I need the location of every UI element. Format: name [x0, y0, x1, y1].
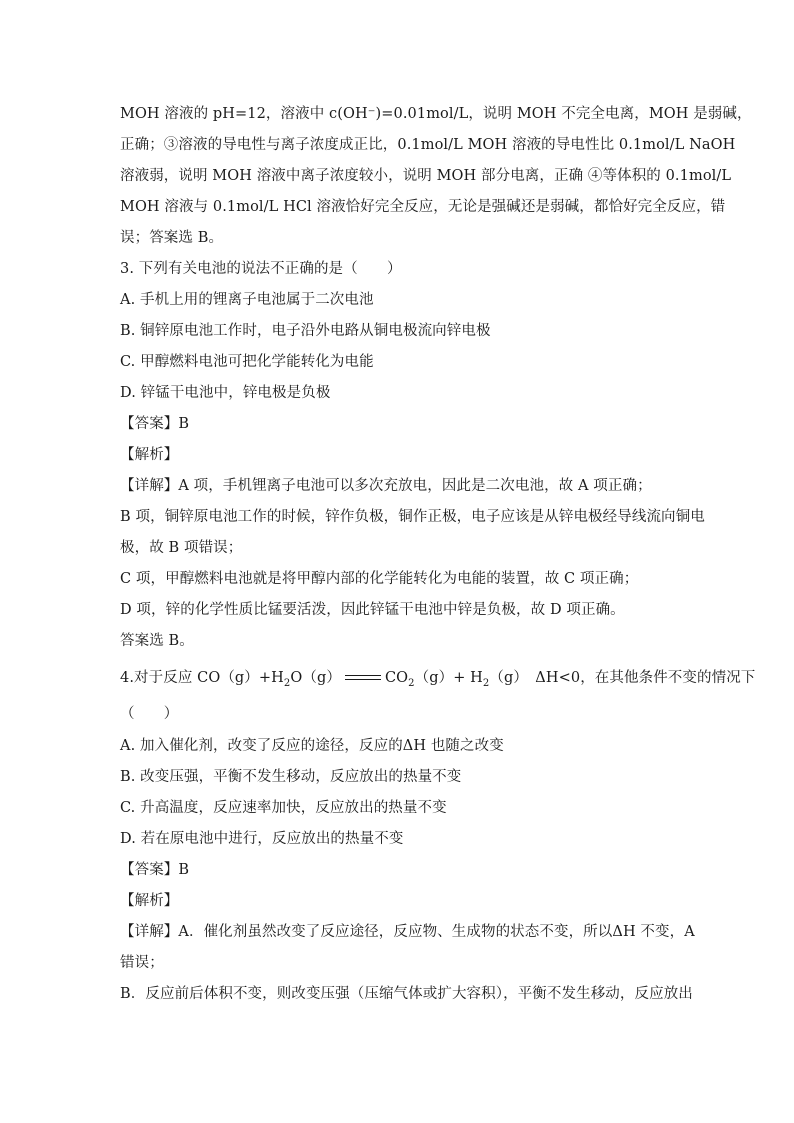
option-b: B. 改变压强，平衡不发生移动，反应放出的热量不变 — [120, 769, 462, 785]
explanation-line: D 项，锌的化学性质比锰要活泼，因此锌锰干电池中锌是负极，故 D 项正确。 — [120, 602, 625, 618]
explanation-line: 极，故 B 项错误； — [120, 540, 243, 556]
text-line: MOH 溶液的 pH=12，溶液中 c(OH⁻)=0.01mol/L，说明 MOH 不完全电离，MOH 是弱碱， — [120, 106, 752, 122]
option-b: B. 铜锌原电池工作时，电子沿外电路从铜电极流向锌电极 — [120, 323, 491, 339]
analysis-label: 【解析】 — [120, 447, 179, 463]
h2o-subscript: 2 — [283, 677, 291, 689]
explanation-line: B 项，铜锌原电池工作的时候，锌作负极，铜作正极，电子应该是从锌电极经导线流向铜电 — [120, 509, 705, 525]
question-3-stem: 3. 下列有关电池的说法不正确的是（ ） — [120, 261, 402, 277]
h2-subscript: 2 — [482, 677, 490, 689]
explanation-line: C 项，甲醇燃料电池就是将甲醇内部的化学能转化为电能的装置，故 C 项正确； — [120, 571, 639, 587]
equilibrium-arrow-icon — [345, 673, 381, 683]
option-a: A. 手机上用的锂离子电池属于二次电池 — [120, 292, 374, 308]
option-d: D. 若在原电池中进行，反应放出的热量不变 — [120, 831, 404, 847]
q4-prefix: 4.对于反应 CO（g）+H — [120, 670, 284, 686]
q4-mid3: （g）+ H — [414, 670, 483, 686]
text-line: 溶液弱，说明 MOH 溶液中离子浓度较小，说明 MOH 部分电离，正确 ④等体积的 0.1mol/L — [120, 168, 732, 184]
option-a: A. 加入催化剂，改变了反应的途径，反应的ΔH 也随之改变 — [120, 738, 504, 754]
analysis-label: 【解析】 — [120, 893, 179, 909]
answer-label: 【答案】B — [120, 862, 190, 878]
explanation-line: 错误； — [120, 955, 164, 971]
q4-mid1: O（g） — [290, 670, 341, 686]
explanation-line: B．反应前后体积不变，则改变压强（压缩气体或扩大容积），平衡不发生移动，反应放出 — [120, 986, 693, 1002]
explanation-line: 【详解】A．催化剂虽然改变了反应途径，反应物、生成物的状态不变，所以ΔH 不变，A — [120, 924, 695, 940]
question-4-paren: （ ） — [120, 706, 179, 722]
answer-label: 【答案】B — [120, 416, 190, 432]
question-4-stem — [120, 668, 756, 694]
explanation-line: 【详解】A 项，手机锂离子电池可以多次充放电，因此是二次电池，故 A 项正确； — [120, 478, 652, 494]
option-c: C. 升高温度，反应速率加快，反应放出的热量不变 — [120, 800, 447, 816]
text-line: 误；答案选 B。 — [120, 230, 224, 246]
co2-subscript: 2 — [408, 677, 415, 689]
text-line: 正确；③溶液的导电性与离子浓度成正比，0.1mol/L MOH 溶液的导电性比 0.1mol/L NaOH — [120, 137, 736, 153]
option-c: C. 甲醇燃料电池可把化学能转化为电能 — [120, 354, 374, 370]
option-d: D. 锌锰干电池中，锌电极是负极 — [120, 385, 331, 401]
text-line: MOH 溶液与 0.1mol/L HCl 溶液恰好完全反应，无论是强碱还是弱碱，都恰好完全反应，错 — [120, 199, 726, 215]
answer-choice-line: 答案选 B。 — [120, 633, 194, 649]
q4-suffix: （g） ΔH<0，在其他条件不变的情况下 — [489, 670, 756, 686]
q4-mid2: CO — [384, 670, 409, 686]
